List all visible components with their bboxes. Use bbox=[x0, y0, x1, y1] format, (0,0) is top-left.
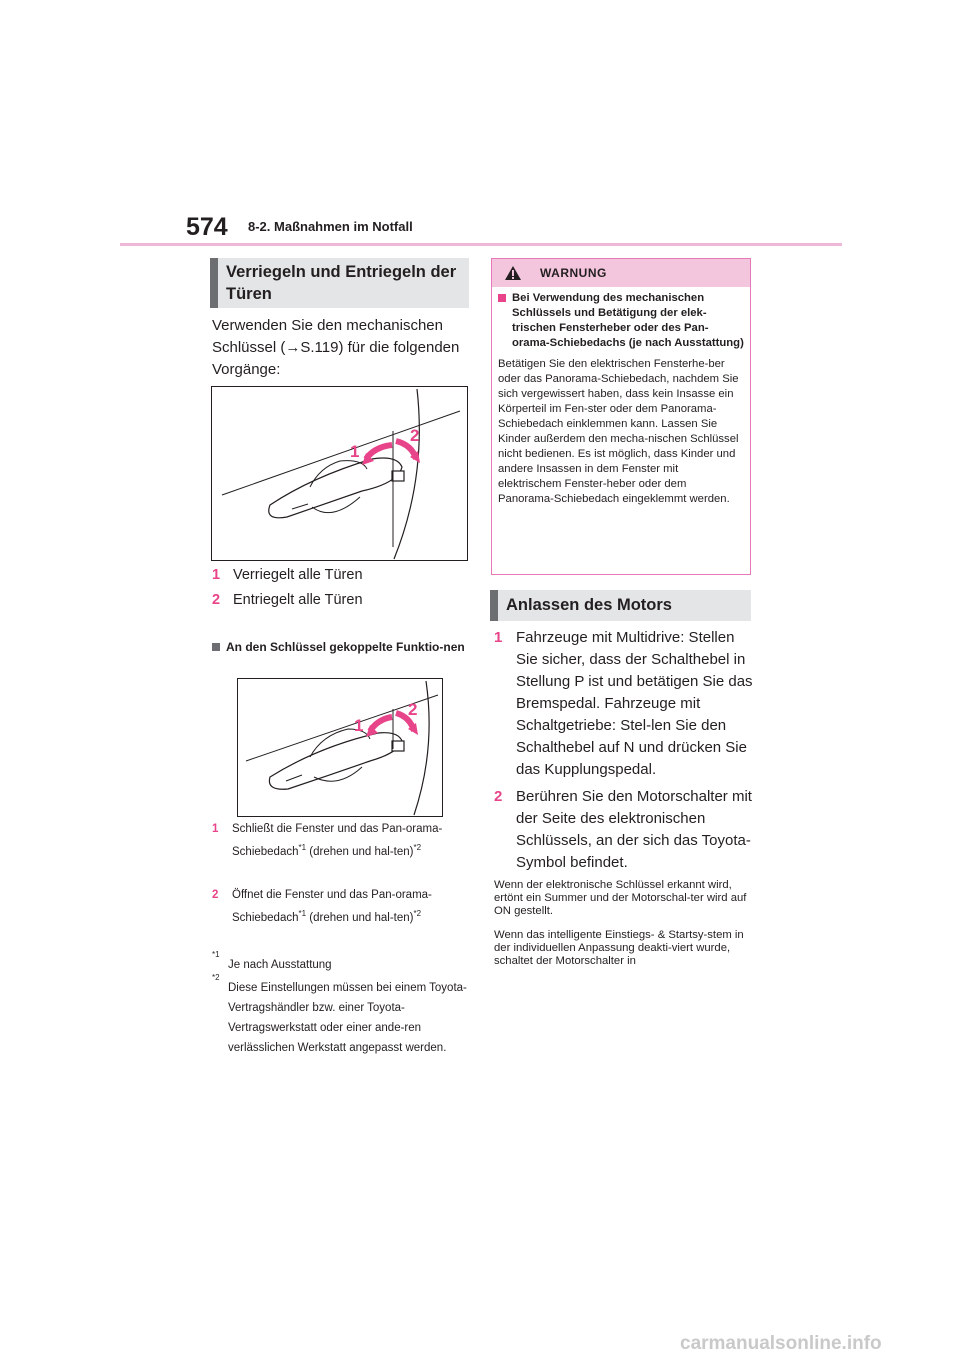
section-title-start-engine: Anlassen des Motors bbox=[490, 590, 751, 621]
close-windows-step: 1 Schließt die Fenster und das Pan-orama-Schiebedach$^{*1}$ (drehen und hal-ten)$^{*2}$ bbox=[212, 823, 443, 858]
unlock-step: 2 Entriegelt alle Türen bbox=[212, 592, 363, 608]
chapter-title: 8-2. Maßnahmen im Notfall bbox=[248, 219, 413, 234]
page-number: 574 bbox=[186, 213, 228, 241]
paragraph-key-detected: Wenn der elektronische Schlüssel erkannt wird, ertönt ein Summer und der Motorschal-ter wird auf ON gestellt. bbox=[494, 879, 747, 917]
warning-box bbox=[491, 258, 751, 575]
warning-heading: Bei Verwendung des mechanischen Schlüssels und Betätigung der elek-trischen Fensterheber oder des Pan-orama-Schiebedachs (je nach Ausstattung) bbox=[498, 291, 744, 351]
footnote-2: *2 Diese Einstellungen müssen bei einem Toyota-Vertragshändler bzw. einer Toyota-Vertragswerkstatt oder einer ande-ren verlässlichen Werkstatt angepasst werden. bbox=[212, 973, 467, 1054]
square-bullet-icon bbox=[212, 643, 220, 651]
header-rule bbox=[120, 243, 842, 246]
warning-text: Betätigen Sie den elektrischen Fensterhe-ber oder das Panorama-Schiebedach, nachdem Sie sich vergewissert haben, dass kein Insasse ein Körperteil im Fen-ster oder dem Panorama-Schiebedach einklemmen kann. Lassen Sie Kinder außerdem den mecha-nischen Schlüssel nicht bedienen. Es ist möglich, dass Kinder und andere Insassen in dem Fenster mit elektrischem Fenster-heber oder dem Panorama-Schiebedach eingeklemmt werden. bbox=[498, 358, 739, 505]
page-ref-arrow: → bbox=[285, 339, 301, 356]
door-handle-figure-1 bbox=[211, 386, 468, 561]
warning-triangle-icon bbox=[504, 265, 522, 281]
intro-text: Verwenden Sie den mechanischen Schlüssel (→S.119) für die folgenden Vorgänge: bbox=[212, 317, 460, 378]
square-bullet-icon bbox=[498, 294, 506, 302]
figure2-label-2: 2 bbox=[408, 700, 418, 719]
coupled-functions-heading: An den Schlüssel gekoppelte Funktio-nen bbox=[212, 640, 467, 654]
figure2-label-1: 1 bbox=[354, 716, 364, 735]
figure1-label-1: 1 bbox=[350, 442, 360, 461]
footnote-1: *1 Je nach Ausstattung bbox=[212, 950, 332, 971]
warning-header bbox=[492, 259, 750, 287]
door-handle-figure-2 bbox=[237, 678, 443, 817]
engine-step-1: 1 Fahrzeuge mit Multidrive: Stellen Sie sicher, dass der Schalthebel in Stellung P ist und betätigen Sie das Bremspedal. Fahrzeuge mit Schaltgetriebe: Stel-len Sie den Schalthebel auf N und drücken Sie das Kupplungspedal. bbox=[494, 629, 753, 778]
watermark: carmanualsonline.info bbox=[680, 1333, 882, 1354]
lock-step: 1 Verriegelt alle Türen bbox=[212, 567, 363, 583]
paragraph-smart-entry: Wenn das intelligente Einstiegs- & Startsy-stem in der individuellen Anpassung deakti-viert wurde, schaltet der Motorschalter in bbox=[494, 929, 744, 967]
figure1-label-2: 2 bbox=[410, 426, 420, 445]
open-windows-step: 2 Öffnet die Fenster und das Pan-orama-Schiebedach$^{*1}$ (drehen und hal-ten)$^{*2}$ bbox=[212, 889, 432, 924]
warning-label: WARNUNG bbox=[540, 266, 607, 280]
engine-step-2: 2 Berühren Sie den Motorschalter mit der Seite des elektronischen Schlüssels, an der sich das Toyota-Symbol befindet. bbox=[494, 788, 752, 871]
section-title-lock-unlock: Verriegeln und Entriegeln der Türen bbox=[210, 258, 469, 308]
